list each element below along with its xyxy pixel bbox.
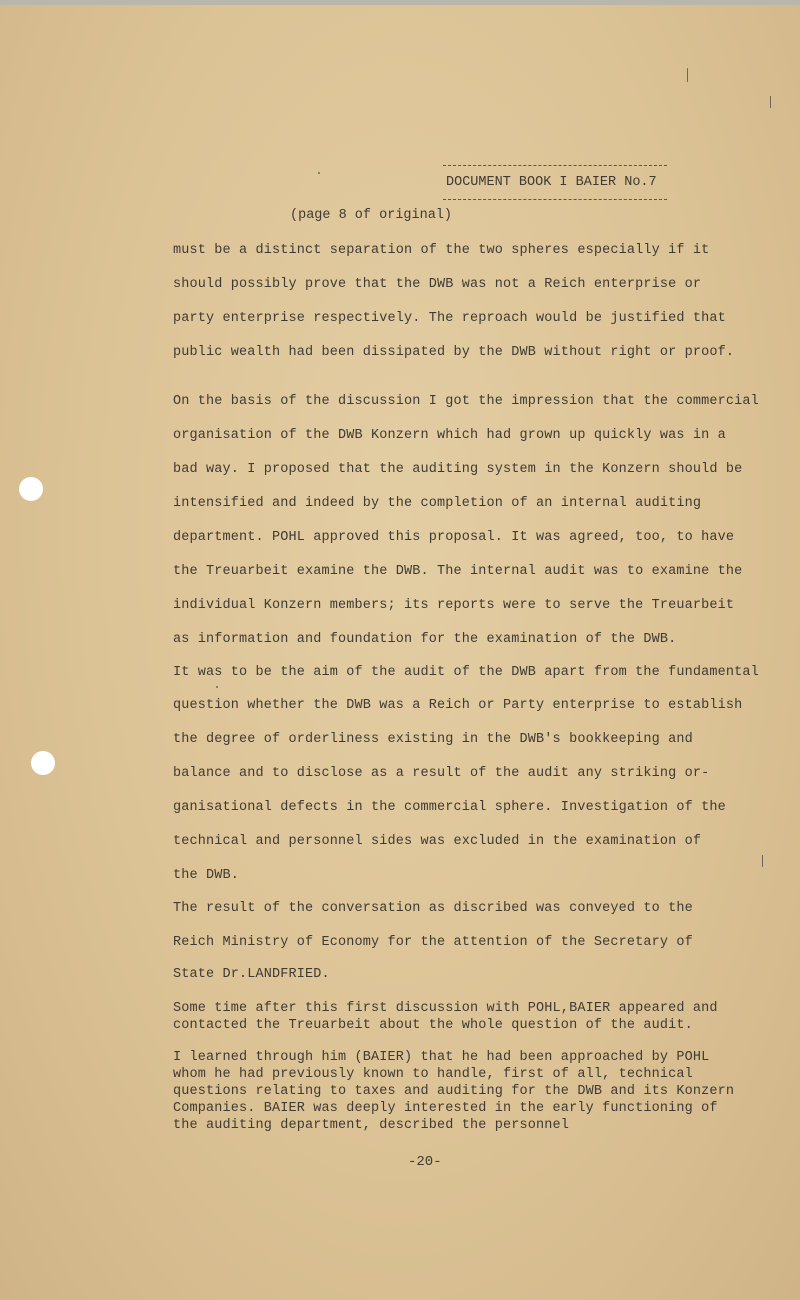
text-line: organisation of the DWB Konzern which had grown up quickly was in a <box>173 428 726 443</box>
text-line: On the basis of the discussion I got the impression that the commercial <box>173 394 759 409</box>
text-line: individual Konzern members; its reports were to serve the Treuarbeit <box>173 598 735 613</box>
text-line: The result of the conversation as discribed was conveyed to the <box>173 901 693 916</box>
page-number: -20- <box>408 1154 442 1170</box>
paper-mark <box>216 686 218 688</box>
text-line: ganisational defects in the commercial sphere. Investigation of the <box>173 800 726 815</box>
text-line: question whether the DWB was a Reich or Party enterprise to establish <box>173 698 743 713</box>
top-edge <box>0 0 800 5</box>
text-line: contacted the Treuarbeit about the whole question of the audit. <box>173 1018 693 1033</box>
document-heading: DOCUMENT BOOK I BAIER No.7 <box>446 175 657 190</box>
text-line: whom he had previously known to handle, first of all, technical <box>173 1067 693 1082</box>
text-line: the degree of orderliness existing in the DWB's bookkeeping and <box>173 732 693 747</box>
punch-hole-lower <box>31 751 55 775</box>
punch-hole-upper <box>19 477 43 501</box>
page-reference: (page 8 of original) <box>290 208 453 223</box>
text-line: bad way. I proposed that the auditing system in the Konzern should be <box>173 462 743 477</box>
paper-mark <box>762 855 763 867</box>
text-line: I learned through him (BAIER) that he had been approached by POHL <box>173 1050 710 1065</box>
text-line: It was to be the aim of the audit of the DWB apart from the fundamental <box>173 665 759 680</box>
text-line: party enterprise respectively. The reproach would be justified that <box>173 311 726 326</box>
text-line: intensified and indeed by the completion of an internal auditing <box>173 496 702 511</box>
text-line: technical and personnel sides was excluded in the examination of <box>173 834 702 849</box>
text-line: as information and foundation for the examination of the DWB. <box>173 632 677 647</box>
heading-rule-top <box>443 165 667 166</box>
text-line: the DWB. <box>173 868 240 883</box>
text-line: Reich Ministry of Economy for the attention of the Secretary of <box>173 935 693 950</box>
text-line: the auditing department, described the personnel <box>173 1118 570 1133</box>
heading-rule-bottom <box>443 199 667 200</box>
text-line: department. POHL approved this proposal. It was agreed, too, to have <box>173 530 735 545</box>
text-line: public wealth had been dissipated by the DWB without right or proof. <box>173 345 735 360</box>
text-line: Some time after this first discussion with POHL,BAIER appeared and <box>173 1001 718 1016</box>
text-line: questions relating to taxes and auditing for the DWB and its Konzern <box>173 1084 735 1099</box>
paper-mark <box>318 172 320 174</box>
text-line: must be a distinct separation of the two spheres especially if it <box>173 243 710 258</box>
text-line: Companies. BAIER was deeply interested in the early functioning of <box>173 1101 718 1116</box>
text-line: balance and to disclose as a result of the audit any striking or- <box>173 766 710 781</box>
paper-mark <box>687 68 688 82</box>
paper-mark <box>770 96 771 108</box>
text-line: State Dr.LANDFRIED. <box>173 967 330 982</box>
text-line: should possibly prove that the DWB was not a Reich enterprise or <box>173 277 702 292</box>
text-line: the Treuarbeit examine the DWB. The internal audit was to examine the <box>173 564 743 579</box>
